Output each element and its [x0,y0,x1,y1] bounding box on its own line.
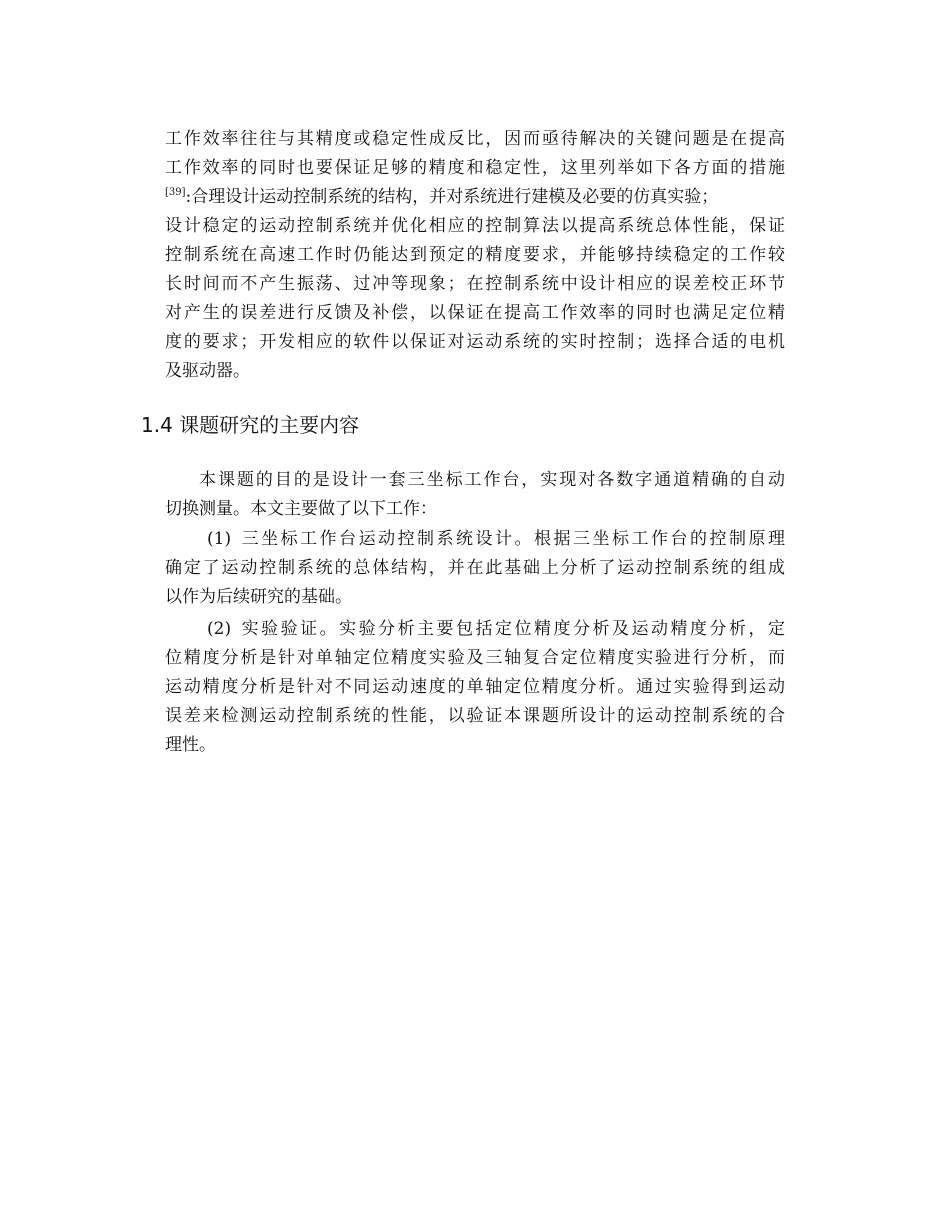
paragraph-line: 位精度分析是针对单轴定位精度实验及三轴复合定位精度实验进行分析，而 [165,648,785,668]
paragraph-line: 确定了运动控制系统的总体结构，并在此基础上分析了运动控制系统的组成 [165,558,785,578]
list-item-experiment [165,615,785,760]
paragraph-line: 理性。 [165,735,216,755]
paragraph-efficiency-measures [165,125,785,386]
paragraph-line-text: :合理设计运动控制系统的结构，并对系统进行建模及必要的仿真实验； [185,187,719,207]
paragraph-line: 及驱动器。 [165,361,250,381]
paragraph-line-with-citation [165,183,785,212]
paragraph-line: 运动精度分析是针对不同运动速度的单轴定位精度分析。通过实验得到运动 [165,677,785,697]
paragraph-line: 对产生的误差进行反馈及补偿，以保证在提高工作效率的同时也满足定位精 [165,303,785,323]
paragraph-line: 控制系统在高速工作时仍能达到预定的精度要求，并能够持续稳定的工作较 [165,245,785,265]
list-item-system-design [165,525,785,612]
paragraph-line: 工作效率的同时也要保证足够的精度和稳定性，这里列举如下各方面的措施 [165,158,785,178]
paragraph-line: 度的要求；开发相应的软件以保证对运动系统的实时控制；选择合适的电机 [165,332,785,352]
list-item-text: 实验验证。实验分析主要包括定位精度分析及运动精度分析，定 [239,619,785,639]
paragraph-line: 误差来检测运动控制系统的性能，以验证本课题所设计的运动控制系统的合 [165,706,785,726]
paragraph-line: 以作为后续研究的基础。 [165,587,352,607]
citation-reference: [39] [165,187,186,198]
section-heading: 1.4 课题研究的主要内容 [141,413,360,437]
list-item-first-line [165,525,785,554]
list-item-text: 三坐标工作台运动控制系统设计。根据三坐标工作台的控制原理 [239,529,785,549]
paragraph-line: 本课题的目的是设计一套三坐标工作台，实现对各数字通道精确的自动 [199,470,785,490]
paragraph-line: 长时间而不产生振荡、过冲等现象；在控制系统中设计相应的误差校正环节 [165,274,785,294]
paragraph-line: 设计稳定的运动控制系统并优化相应的控制算法以提高系统总体性能，保证 [165,216,785,236]
paragraph-line: 工作效率往往与其精度或稳定性成反比，因而亟待解决的关键问题是在提高 [165,129,785,149]
list-item-first-line [165,615,785,644]
list-item-number: (1) [207,529,232,549]
paragraph-purpose [165,466,785,524]
list-item-number: (2) [207,619,232,639]
paragraph-line: 切换测量。本文主要做了以下工作： [165,499,437,519]
